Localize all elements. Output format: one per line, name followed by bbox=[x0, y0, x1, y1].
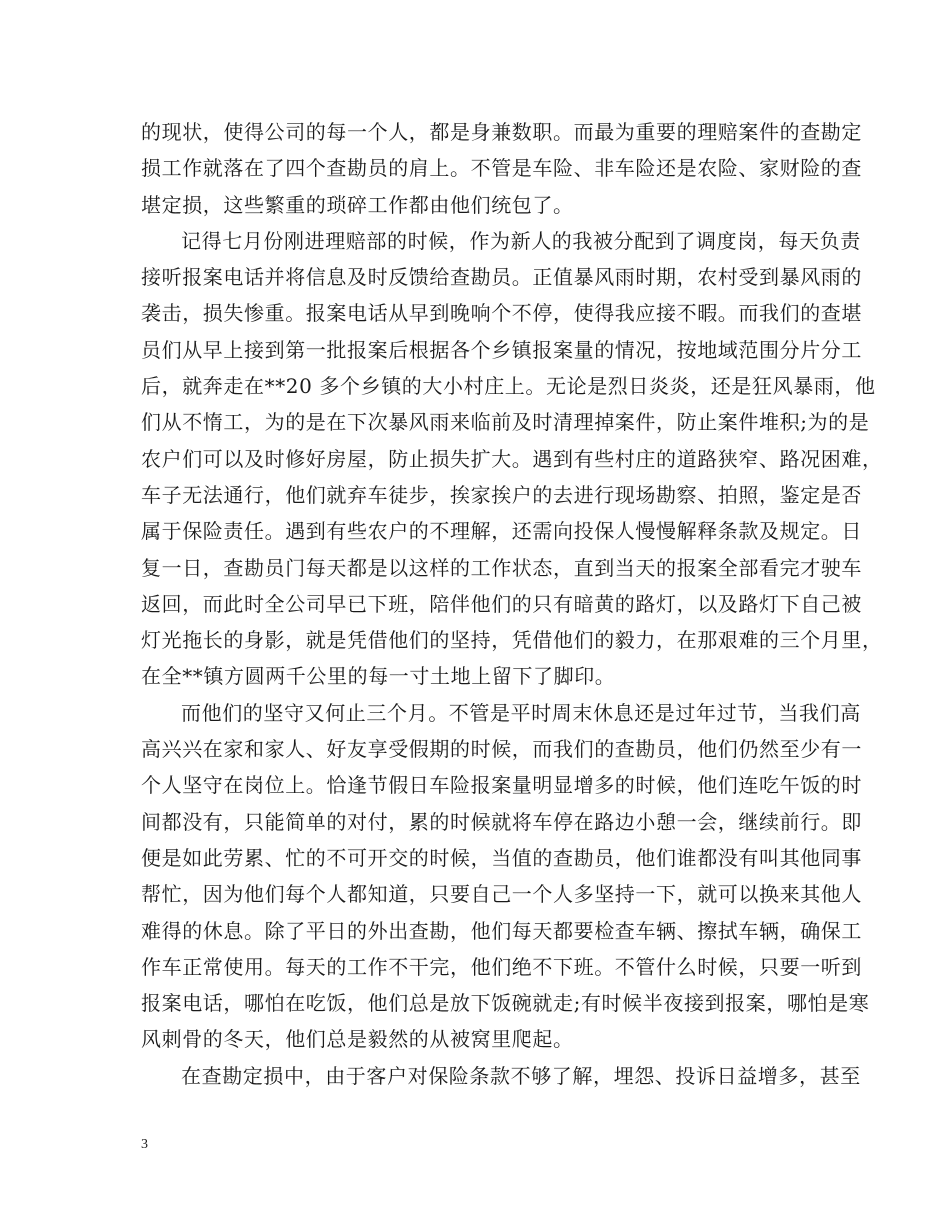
text-line: 接听报案电话并将信息及时反馈给查勘员。正值暴风雨时期，农村受到暴风雨的 bbox=[141, 265, 862, 290]
paragraph-continuation bbox=[141, 114, 862, 223]
text-line: 在全**镇方圆两千公里的每一寸土地上留下了脚印。 bbox=[141, 664, 616, 689]
text-line: 们从不惰工，为的是在下次暴风雨来临前及时清理掉案件，防止案件堆积;为的是 bbox=[141, 410, 870, 435]
paragraph-persistence bbox=[141, 695, 870, 1058]
text-line: 间都没有，只能简单的对付，累的时候就将车停在路边小憩一会，继续前行。即 bbox=[141, 809, 862, 834]
text-line: 车子无法通行，他们就弃车徒步，挨家挨户的去进行现场勘察、拍照，鉴定是否 bbox=[141, 482, 862, 507]
text-line: 灯光拖长的身影，就是凭借他们的坚持，凭借他们的毅力，在那艰难的三个月里， bbox=[141, 628, 883, 653]
text-line: 风刺骨的冬天，他们总是毅然的从被窝里爬起。 bbox=[141, 1027, 574, 1052]
body-text bbox=[141, 114, 883, 1094]
text-line: 返回，而此时全公司早已下班，陪伴他们的只有暗黄的路灯，以及路灯下自己被 bbox=[141, 591, 862, 616]
text-line: 报案电话，哪怕在吃饭，他们总是放下饭碗就走;有时候半夜接到报案，哪怕是寒 bbox=[141, 991, 870, 1016]
text-line: 个人坚守在岗位上。恰逢节假日车险报案量明显增多的时候，他们连吃午饭的时 bbox=[141, 773, 862, 798]
page-number: 3 bbox=[141, 1137, 148, 1152]
text-line: 后，就奔走在**20 多个乡镇的大小村庄上。无论是烈日炎炎，还是狂风暴雨，他 bbox=[141, 374, 876, 399]
text-line: 作车正常使用。每天的工作不干完，他们绝不下班。不管什么时候，只要一听到 bbox=[141, 954, 862, 979]
paragraph-complaints bbox=[141, 1058, 861, 1094]
text-line: 便是如此劳累、忙的不可开交的时候，当值的查勘员，他们谁都没有叫其他同事 bbox=[141, 845, 862, 870]
paragraph-july-dispatch bbox=[141, 223, 883, 695]
text-line: 难得的休息。除了平日的外出查勘，他们每天都要检查车辆、擦拭车辆，确保工 bbox=[141, 918, 862, 943]
text-line: 属于保险责任。遇到有些农户的不理解，还需向投保人慢慢解释条款及规定。日 bbox=[141, 519, 862, 544]
text-line: 堪定损，这些繁重的琐碎工作都由他们统包了。 bbox=[141, 192, 574, 217]
text-line: 在查勘定损中，由于客户对保险条款不够了解，埋怨、投诉日益增多，甚至 bbox=[181, 1063, 861, 1088]
text-line: 帮忙，因为他们每个人都知道，只要自己一个人多坚持一下，就可以换来其他人 bbox=[141, 882, 862, 907]
text-line: 的现状，使得公司的每一个人，都是身兼数职。而最为重要的理赔案件的查勘定 bbox=[141, 120, 862, 144]
text-line: 袭击，损失惨重。报案电话从早到晚响个不停，使得我应接不暇。而我们的查堪 bbox=[141, 301, 862, 326]
text-line: 损工作就落在了四个查勘员的肩上。不管是车险、非车险还是农险、家财险的查 bbox=[141, 156, 862, 181]
text-line: 员们从早上接到第一批报案后根据各个乡镇报案量的情况，按地域范围分片分工 bbox=[141, 337, 862, 362]
text-line: 农户们可以及时修好房屋，防止损失扩大。遇到有些村庄的道路狭窄、路况困难， bbox=[141, 446, 883, 471]
text-line: 而他们的坚守又何止三个月。不管是平时周末休息还是过年过节，当我们高 bbox=[181, 700, 861, 725]
text-line: 复一日，查勘员门每天都是以这样的工作状态，直到当天的报案全部看完才驶车 bbox=[141, 555, 862, 580]
text-line: 记得七月份刚进理赔部的时候，作为新人的我被分配到了调度岗，每天负责 bbox=[181, 228, 861, 253]
text-line: 高兴兴在家和家人、好友享受假期的时候，而我们的查勘员，他们仍然至少有一 bbox=[141, 737, 862, 762]
